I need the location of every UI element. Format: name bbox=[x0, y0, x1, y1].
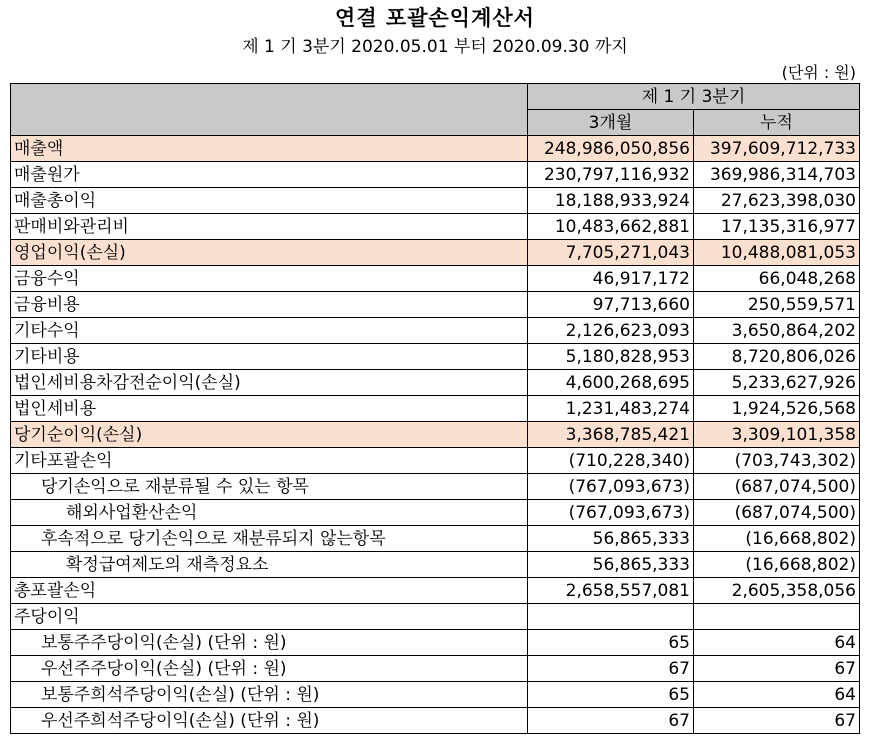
table-row bbox=[11, 448, 860, 474]
row-label: 판매비와관리비 bbox=[11, 214, 528, 240]
row-label: 해외사업환산손익 bbox=[11, 500, 528, 526]
table-row bbox=[11, 500, 860, 526]
table-row bbox=[11, 708, 860, 734]
table-row bbox=[11, 370, 860, 396]
value-3m: 56,865,333 bbox=[528, 552, 694, 578]
table-row bbox=[11, 344, 860, 370]
table-row bbox=[11, 552, 860, 578]
value-cumulative: 3,650,864,202 bbox=[694, 318, 860, 344]
period-subtitle: 제 1 기 3분기 2020.05.01 부터 2020.09.30 까지 bbox=[242, 37, 628, 57]
row-label: 당기순이익(손실) bbox=[11, 422, 528, 448]
value-cumulative: 10,488,081,053 bbox=[694, 240, 860, 266]
value-cumulative: 67 bbox=[694, 708, 860, 734]
row-label: 확정급여제도의 재측정요소 bbox=[11, 552, 528, 578]
table-row bbox=[11, 656, 860, 682]
value-cumulative: 67 bbox=[694, 656, 860, 682]
table-row bbox=[11, 266, 860, 292]
value-cumulative: 397,609,712,733 bbox=[694, 136, 860, 162]
column-header-cumulative: 누적 bbox=[694, 110, 860, 136]
row-label: 보통주희석주당이익(손실) (단위 : 원) bbox=[11, 682, 528, 708]
row-label: 매출액 bbox=[11, 136, 528, 162]
value-3m: 5,180,828,953 bbox=[528, 344, 694, 370]
value-3m: 46,917,172 bbox=[528, 266, 694, 292]
value-cumulative: 3,309,101,358 bbox=[694, 422, 860, 448]
table-row bbox=[11, 188, 860, 214]
value-3m: 67 bbox=[528, 708, 694, 734]
table-row bbox=[11, 396, 860, 422]
value-3m: 10,483,662,881 bbox=[528, 214, 694, 240]
value-cumulative: 8,720,806,026 bbox=[694, 344, 860, 370]
row-label: 법인세비용 bbox=[11, 396, 528, 422]
table-row bbox=[11, 474, 860, 500]
page-title: 연결 포괄손익계산서 bbox=[335, 6, 535, 30]
value-cumulative: 64 bbox=[694, 630, 860, 656]
table-row bbox=[11, 292, 860, 318]
row-label: 매출총이익 bbox=[11, 188, 528, 214]
header-row-period bbox=[11, 84, 860, 110]
row-label: 우선주주당이익(손실) (단위 : 원) bbox=[11, 656, 528, 682]
value-3m: 248,986,050,856 bbox=[528, 136, 694, 162]
table-row bbox=[11, 682, 860, 708]
value-3m: (710,228,340) bbox=[528, 448, 694, 474]
row-label: 우선주희석주당이익(손실) (단위 : 원) bbox=[11, 708, 528, 734]
income-statement-table bbox=[10, 83, 860, 734]
value-3m: 1,231,483,274 bbox=[528, 396, 694, 422]
table-row bbox=[11, 162, 860, 188]
row-label: 매출원가 bbox=[11, 162, 528, 188]
value-3m: 18,188,933,924 bbox=[528, 188, 694, 214]
row-label: 총포괄손익 bbox=[11, 578, 528, 604]
row-label: 주당이익 bbox=[11, 604, 528, 630]
value-3m: 2,658,557,081 bbox=[528, 578, 694, 604]
value-3m: 65 bbox=[528, 630, 694, 656]
value-3m: 2,126,623,093 bbox=[528, 318, 694, 344]
value-cumulative: (687,074,500) bbox=[694, 474, 860, 500]
table-row bbox=[11, 240, 860, 266]
row-label: 후속적으로 당기손익으로 재분류되지 않는항목 bbox=[11, 526, 528, 552]
table-row bbox=[11, 422, 860, 448]
row-label: 기타비용 bbox=[11, 344, 528, 370]
value-cumulative: (703,743,302) bbox=[694, 448, 860, 474]
row-label: 기타포괄손익 bbox=[11, 448, 528, 474]
table-row bbox=[11, 214, 860, 240]
value-3m: 3,368,785,421 bbox=[528, 422, 694, 448]
value-3m: 7,705,271,043 bbox=[528, 240, 694, 266]
value-cumulative: 17,135,316,977 bbox=[694, 214, 860, 240]
row-label: 법인세비용차감전순이익(손실) bbox=[11, 370, 528, 396]
table-row bbox=[11, 630, 860, 656]
header-label-cell bbox=[11, 84, 528, 136]
value-cumulative: (687,074,500) bbox=[694, 500, 860, 526]
row-label: 영업이익(손실) bbox=[11, 240, 528, 266]
value-3m: 97,713,660 bbox=[528, 292, 694, 318]
value-cumulative: (16,668,802) bbox=[694, 552, 860, 578]
table-row bbox=[11, 604, 860, 630]
value-cumulative: 2,605,358,056 bbox=[694, 578, 860, 604]
row-label: 금융수익 bbox=[11, 266, 528, 292]
value-cumulative: 27,623,398,030 bbox=[694, 188, 860, 214]
value-3m: 230,797,116,932 bbox=[528, 162, 694, 188]
value-3m: (767,093,673) bbox=[528, 474, 694, 500]
value-cumulative bbox=[694, 604, 860, 630]
row-label: 기타수익 bbox=[11, 318, 528, 344]
column-header-3m: 3개월 bbox=[528, 110, 694, 136]
value-cumulative: 5,233,627,926 bbox=[694, 370, 860, 396]
table-row bbox=[11, 318, 860, 344]
value-cumulative: (16,668,802) bbox=[694, 526, 860, 552]
period-header: 제 1 기 3분기 bbox=[528, 84, 860, 110]
value-cumulative: 250,559,571 bbox=[694, 292, 860, 318]
value-3m: 4,600,268,695 bbox=[528, 370, 694, 396]
table-body bbox=[11, 136, 860, 734]
value-3m: 65 bbox=[528, 682, 694, 708]
value-3m: (767,093,673) bbox=[528, 500, 694, 526]
value-cumulative: 1,924,526,568 bbox=[694, 396, 860, 422]
unit-label: (단위 : 원) bbox=[781, 63, 856, 82]
value-3m bbox=[528, 604, 694, 630]
row-label: 금융비용 bbox=[11, 292, 528, 318]
table-row bbox=[11, 526, 860, 552]
row-label: 당기손익으로 재분류될 수 있는 항목 bbox=[11, 474, 528, 500]
value-3m: 56,865,333 bbox=[528, 526, 694, 552]
value-3m: 67 bbox=[528, 656, 694, 682]
row-label: 보통주주당이익(손실) (단위 : 원) bbox=[11, 630, 528, 656]
table-row bbox=[11, 578, 860, 604]
value-cumulative: 66,048,268 bbox=[694, 266, 860, 292]
table-row bbox=[11, 136, 860, 162]
value-cumulative: 64 bbox=[694, 682, 860, 708]
value-cumulative: 369,986,314,703 bbox=[694, 162, 860, 188]
